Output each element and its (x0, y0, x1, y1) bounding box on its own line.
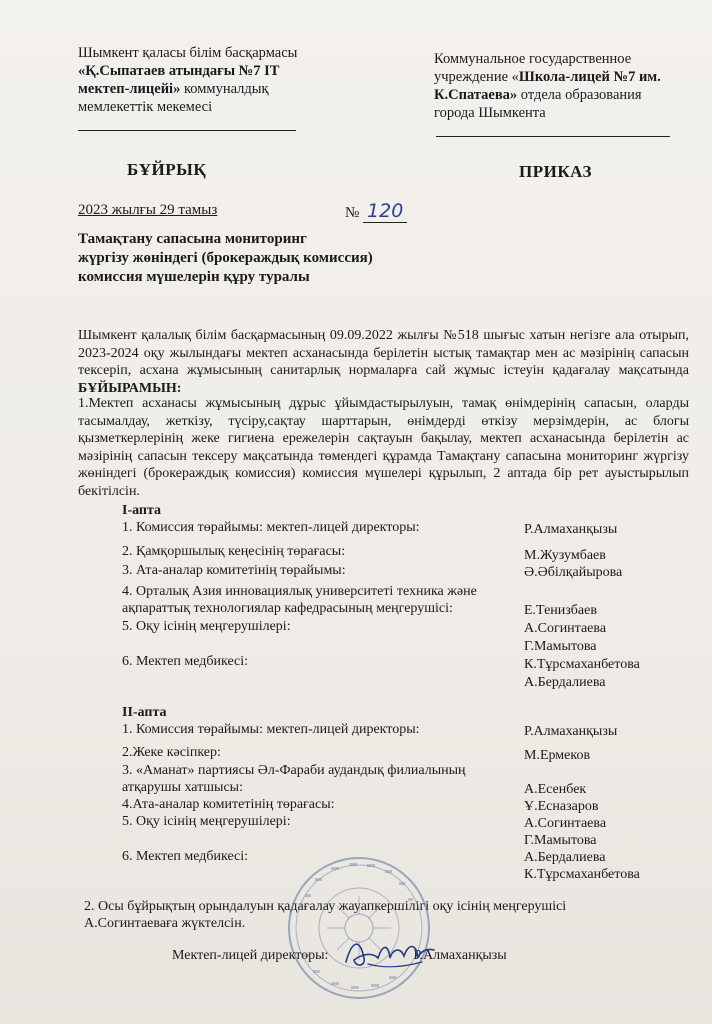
header-ru-line2a: учреждение « (434, 69, 519, 85)
header-russian (434, 50, 684, 122)
title-kazakh: БҰЙРЫҚ (127, 160, 207, 179)
week2-role-4: 4.Ата-аналар комитетінің төрағасы: (122, 797, 335, 812)
week1-role-5: 5. Оқу ісінің меңгерушілері: (122, 619, 291, 634)
week2-role-5: 5. Оқу ісінің меңгерушілері: (122, 814, 291, 829)
week1-name-5: А.Согинтаева (524, 621, 607, 636)
week2-role-6: 6. Мектеп медбикесі: (122, 849, 249, 864)
week1-role-4b: ақпараттық технологиялар кафедрасының меңгерушісі: (122, 601, 453, 616)
week2-name-5: А.Согинтаева (524, 816, 607, 831)
preamble-text: Шымкент қалалық білім басқармасының 09.09.2022 жылғы №518 шығыс хатын негізге ала отырып, 2023-2024 оқу жылындағы мектеп асханасында берілетін ыстық тамақтар мен ас мәзірінің сапасын тексеріп, асхана жұмысының санитарлық нормаларға сай жұмыс істеуін қадағалау мақсатында (78, 328, 689, 378)
week2-role-3b: атқарушы хатшысы: (122, 780, 243, 795)
header-kazakh (78, 44, 318, 116)
order-subject (78, 230, 373, 287)
header-kz-line2: «Қ.Сыпатаев атындағы №7 IT (78, 63, 280, 79)
order-number-value: 120 (363, 200, 407, 223)
week1-heading: І-апта (122, 503, 162, 518)
handwritten-signature (338, 928, 438, 978)
preamble-decree: БҰЙЫРАМЫН: (78, 380, 182, 396)
week2-role-1: 1. Комиссия төрайымы: мектеп-лицей директоры: (122, 722, 420, 737)
week1-name-6: Г.Мамытова (524, 639, 597, 654)
item-1-paragraph: 1.Мектеп асханасы жұмысының дұрыс ұйымдастырылуын, тамақ өнімдерінің сапасын, оларды тасымалдау, жеткізу, түсіру,сақтау шарттарын, өнімдерді өткізу мерзімдерін, ас блогы қызметкерлерінің жеке гигиена ережелерін сақтауын бақылау, мектеп асханасында берілетін ас мәзірінің сапасын тексеру мақсатында төмендегі құрамда Тамақтану сапасына мониторинг жүргізу жөніндегі (брокераждық комиссия) комиссия мүшелері құрылып, 2 аптада бір рет ауыстырылып бекітілсін. (78, 396, 689, 499)
week1-name-2: М.Жузумбаев (524, 548, 606, 563)
week2-name-3: А.Есенбек (524, 782, 587, 797)
week1-role-6: 6. Мектеп медбикесі: (122, 654, 249, 669)
week2-heading: ІІ-апта (122, 705, 167, 720)
week1-role-4a: 4. Орталық Азия инновациялық университеті техника және (122, 584, 477, 599)
week2-role-3a: 3. «Аманат» партиясы Әл-Фараби аудандық филиалының (122, 763, 466, 778)
week2-role-2: 2.Жеке кәсіпкер: (122, 745, 221, 760)
week1-role-2: 2. Қамқоршылық кеңесінің төрағасы: (122, 544, 346, 559)
subject-line3: комиссия мүшелерін құру туралы (78, 269, 310, 285)
week1-name-1: Р.Алмаханқызы (524, 522, 618, 537)
header-kz-line1: Шымкент қаласы білім басқармасы (78, 45, 298, 61)
header-ru-line1: Коммунальное государственное (434, 51, 632, 67)
signature-name: Р.Алмаханқызы (413, 948, 507, 963)
week2-name-8: К.Тұрсмаханбетова (524, 867, 640, 882)
week1-role-1: 1. Комиссия төрайымы: мектеп-лицей директоры: (122, 520, 420, 535)
header-ru-line2b: Школа-лицей №7 им. (518, 69, 661, 85)
week1-name-7: К.Тұрсмаханбетова (524, 657, 640, 672)
subject-line2: жүргізу жөніндегі (брокераждық комиссия) (78, 250, 373, 266)
header-right-rule (436, 136, 670, 137)
signature-role: Мектеп-лицей директоры: (172, 948, 329, 963)
item-2-line1: 2. Осы бұйрықтың орындалуын қадағалау жауапкершілігі оқу ісінің меңгерушісі (84, 899, 567, 914)
item-2-line2: А.Согинтаеваға жүктелсін. (84, 916, 246, 931)
week1-name-3: Ә.Әбілқайырова (524, 565, 623, 580)
subject-line1: Тамақтану сапасына мониторинг (78, 231, 307, 247)
title-russian: ПРИКАЗ (519, 162, 592, 181)
order-number-sign: № (345, 205, 360, 221)
order-date: 2023 жылғы 29 тамыз (78, 202, 218, 218)
week2-name-4: Ұ.Есназаров (524, 799, 599, 814)
header-kz-line3-bold: мектеп-лицейі» (78, 81, 181, 97)
week2-name-7: А.Бердалиева (524, 850, 606, 865)
header-kz-line3-rest: коммуналдық (180, 81, 269, 97)
header-ru-line3a: К.Спатаева» (434, 87, 518, 103)
week1-name-4: Е.Тенизбаев (524, 603, 597, 618)
week1-name-8: А.Бердалиева (524, 675, 606, 690)
header-ru-line4: города Шымкента (434, 105, 546, 121)
order-number (345, 200, 407, 222)
header-kz-line4: мемлекеттік мекемесі (78, 99, 213, 115)
week2-name-1: Р.Алмаханқызы (524, 724, 618, 739)
preamble-paragraph (78, 327, 689, 397)
week1-role-3: 3. Ата-аналар комитетінің төрайымы: (122, 563, 346, 578)
header-left-rule (78, 130, 296, 131)
week2-name-6: Г.Мамытова (524, 833, 597, 848)
header-ru-line3b: отдела образования (517, 87, 642, 103)
week2-name-2: М.Ермеков (524, 748, 591, 763)
